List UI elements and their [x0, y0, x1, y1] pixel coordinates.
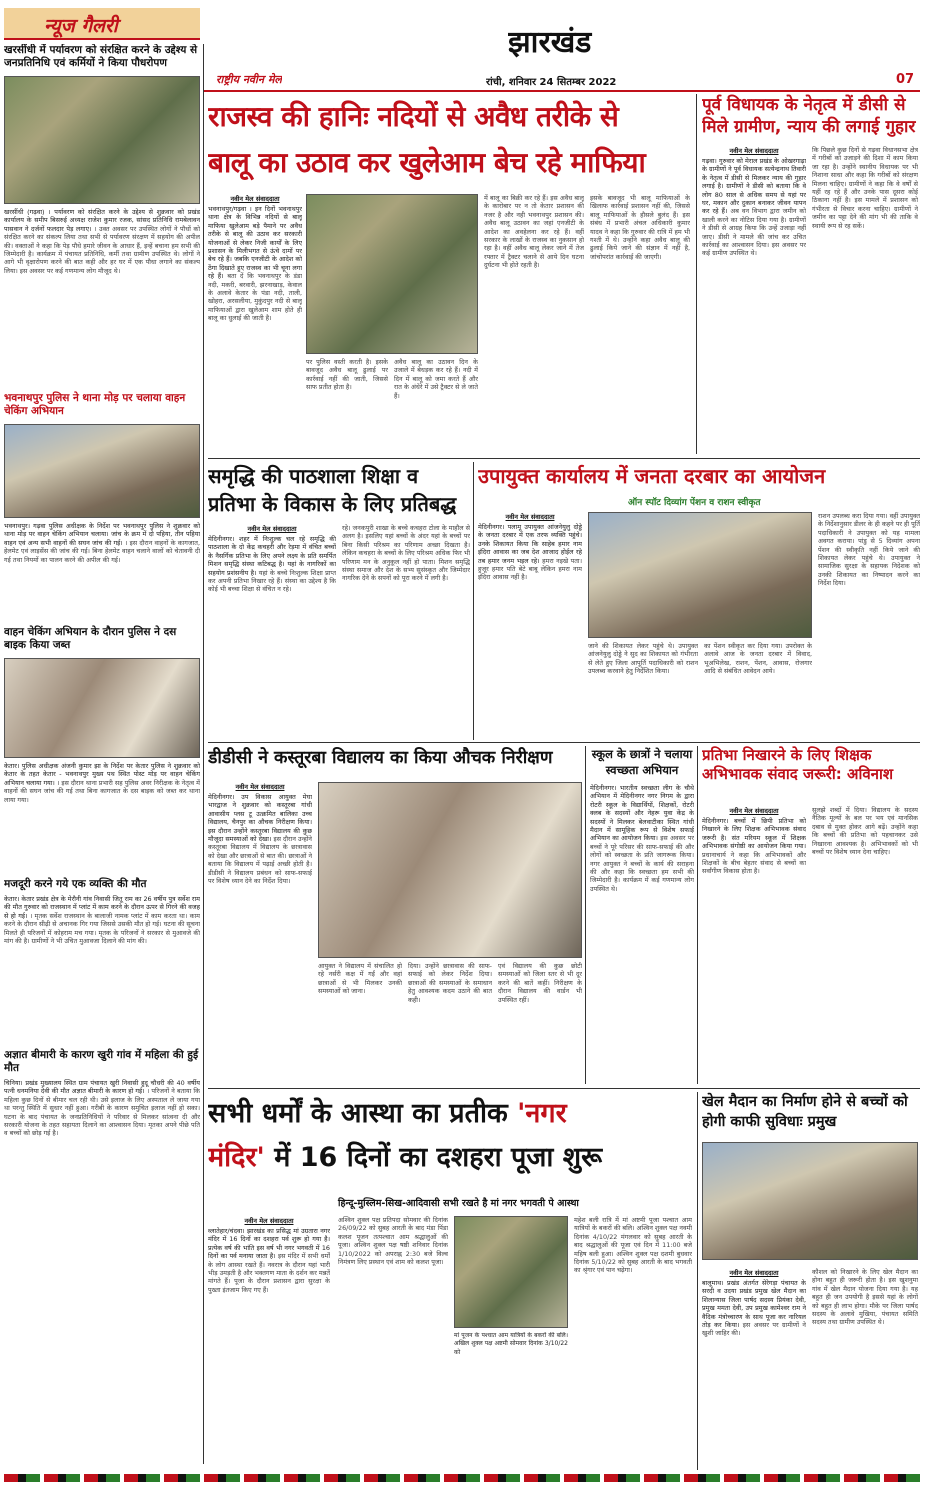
- article-text: मेदिनीनगर। पलामू उपायुक्त आंजनेयुलु दोड्डे के जनता दरबार में एक तरफ व्यक्ति पहुंचे। उनके शिकायत किया कि साहेब हमार नाम इंदिरा आवास का जब देश आजाद होईल रहे तब हमार जनम भइल रहे।: [478, 523, 582, 565]
- news-gallery-banner: [4, 8, 200, 40]
- article-dussehra: [208, 1092, 692, 1470]
- headline-playground: खेल मैदान का निर्माण होने से बच्चों को होगी काफी सुविधाः प्रमुख: [702, 1094, 908, 1130]
- byline: नवीन मेल संवाददाता: [230, 195, 280, 203]
- temple-photo: [454, 1216, 568, 1328]
- headline-ddc-inspection: डीडीसी ने कस्तूरबा विद्यालय का किया औचक निरीक्षण: [208, 748, 553, 768]
- divider: [697, 1092, 698, 1470]
- column-4: में बालू का बिक्री कर रहे हैं। इस अवैध बालू के कारोबार पर न तो केतार प्रशासन की नजर है और नही भवनाथपुर प्रशासन की। अवैध बालू उठावन का जहां एनजीटी के आदेश का अवहेलना कर रहे हैं। वहीं सरकार के लाखों के राजस्व का नुकसान हो रहा है। वहीं अवैध बालू लेकर जाने में तेज रफ्तार में ट्रैक्टर चलाने से आये दिन घटना दुर्घटना भी होते रहती है।: [484, 194, 584, 270]
- headline-dussehra-1: [208, 1092, 692, 1136]
- divider: [208, 458, 920, 459]
- byline: नवीन मेल संवाददाता: [729, 807, 779, 815]
- column-4: राशन उपलब्ध करा दिया गया। वहीं उपायुक्त के निर्देशानुसार डीलर के ही कहने पर ही पूर्ति पदाधिकारी ने उपायुक्त को यह मामला अवगत कराया। पांडु से 5 दिव्यांग अपना पेंशन की स्वीकृति नहीं किये जाने की शिकायत लेकर पहुंचे थे। उपायुक्त ने सामाजिक सुरक्षा के सहायक निदेशक को उनकी शिकायत का निष्पादन करने का निर्देश दिया।: [818, 512, 920, 588]
- column-1: नवीन मेल संवाददाता गढ़वा। गुरुवार को मेराल प्रखंड के ओखरगाढ़ा के ग्रामीणों ने पूर्व विधायक सत्येन्द्रनाथ तिवारी के नेतृत्व में डीसी से मिलकर न्याय की गुहार लगाई है। ग्रामीणों ने डीसी को बताया कि वे लोग 80 साल से अधिक समय से यहां पर घर, मकान और दुकान बनाकर जीवन यापन कर रहे हैं। अब वन विभाग द्वारा जमीन को खाली करने का नोटिस दिया गया है। ग्रामीणों ने डीसी से आग्रह किया कि उन्हें उजाड़ा नहीं जाए। डीसी ने मामले की जांच कर उचित कार्रवाई का आश्वासन दिया। इस अवसर पर कई ग्रामीण उपस्थित थे।: [702, 147, 806, 258]
- sidebar-text: केतार। पुलिस अधीक्षक अंजनी कुमार झा के निर्देश पर केतार पुलिस ने शुक्रवार को केतार के तहत केतार - भवनाथपुर मुख्य पथ स्थित पोस्ट मोड़ पर वाहन चेकिंग अभियान चलाया गया। । इस दौरान थाना प्रभारी सह पुलिस अवर निरीक्षक के नेतृत्व में वाहनों की सघन जांच की गई तथा बिना कागजात के दस बाइक को जब्त कर थाना लाया गया।: [4, 762, 200, 804]
- headline-dussehra-part1: सभी धर्मों के आस्था का प्रतीक: [208, 1098, 518, 1129]
- byline: नवीन मेल संवाददाता: [729, 147, 779, 155]
- column-1: नवीन मेल संवाददाता भवनाथपुर/गढ़वा । इन दिनों भवनाथपुर थाना क्षेत्र के विभिन्न नदियों से बालू माफिया खुलेआम बड़े पैमाने पर अवैध तरीके से बालू की उठाव कर सरकारी योजनाओं से लेकर निजी कार्यों के लिए प्रशासन के मिलीभगत से ऊंचे दामों पर बेच रहे हैं। जबकि एनजीटी के आदेश को ठेंगा दिखाते हुए राजस्व का भी चूना लगा रहे हैं। बता दें कि भवनाथपुर के डंडा नदी, मकरी, बरवारी, झरनाखाड़, केवाल के अलावे केतार के पंडा नदी, ताली, खोहरा, अरसलीया, मुकुंदपुर नदी से बालू माफियाओं द्वारा खुलेआम शाम होते ही बालू का धुलाई की जाती है।: [208, 195, 302, 323]
- article-janta-darbar: [478, 462, 920, 738]
- article-text: मेदिनीनगर। बच्चों में छिपी प्रतिभा को निखारने के लिए शिक्षक अभिभावक संवाद जरूरी है। संत मरियम स्कूल में शिक्षक अभिभावक संगोष्ठी का आयोजन किया गया।: [702, 817, 806, 851]
- column-2: पर पुलिस वस्ती करती है। इसके बावजूद अवैध बालू ढुलाई पर कार्रवाई नहीं की जाती, जिससे साफ प्रतीत होता है।: [306, 358, 388, 392]
- column-2: रहे। जनकपुरी शाखा के बच्चे कचहरा टोला के माहौल से अलग है। इसलिए यहां बच्चों के अंदर यहां के बच्चों पर बिना किसी परिश्रम का परिणाम अच्छा दिखता है। लेकिन कचहरा के बच्चों के लिए परिश्रम अधिक फिर भी परिणाम मन के अनुकूल नहीं हो पाता। मिशन समृद्धि संस्था समाज और देश के सभ्य सुसंस्कृत और जिम्मेदार नागरिक देने के सपनों को पूरा करने में लगी है।: [342, 524, 470, 583]
- sidebar-divider: [203, 44, 204, 1464]
- byline: नवीन मेल संवाददाता: [505, 513, 555, 521]
- column-4: एवं विद्यालय की कुछ छोटी समस्याओं को जिला स्तर से भी दूर करने की बातें कहीं। निरीक्षण के दौरान विद्यालय की वार्डन भी उपस्थित रहीं।: [498, 962, 582, 1004]
- sidebar-headline: वाहन चेकिंग अभियान के दौरान पुलिस ने दस बाइक किया जब्त: [4, 626, 177, 651]
- article-text: मेदिनीनगर। शहर में निःशुल्क चल रहे समृद्धि की पाठशाला के दो केंद्र कचहरी और रेड़मा में वंचित बच्चों के नैसर्गिक प्रतिभा के लिए अपने लक्ष्य के प्रति समर्पित मिशन समृद्धि संस्था कटिबद्ध है। यहां के नागरिकों का सहयोग प्रशंसनीय है।: [208, 535, 336, 577]
- headline-janta-darbar: उपायुक्त कार्यालय में जनता दरबार का आयोजन: [478, 464, 826, 488]
- column-1: नवीन मेल संवाददाता मेदिनीनगर। बच्चों में छिपी प्रतिभा को निखारने के लिए शिक्षक अभिभावक संवाद जरूरी है। संत मरियम स्कूल में शिक्षक अभिभावक संगोष्ठी का आयोजन किया गया। प्रधानाचार्य ने कहा कि अभिभावकों और शिक्षकों के बीच बेहतर संवाद से बच्चों का सर्वांगीण विकास होता है।: [702, 807, 806, 876]
- article-text: गढ़वा। गुरुवार को मेराल प्रखंड के ओखरगाढ़ा के ग्रामीणों ने पूर्व विधायक सत्येन्द्रनाथ तिवारी के नेतृत्व में डीसी से मिलकर न्याय की गुहार लगाई है। ग्रामीणों ने डीसी को बताया कि वे लोग 80 साल से अधिक समय से यहां पर घर, मकान और दुकान बनाकर जीवन यापन कर रहे हैं।: [702, 157, 806, 216]
- headline-samriddhi: समृद्धि की पाठशाला शिक्षा व प्रतिभा के विकास के लिए प्रतिबद्ध: [208, 464, 457, 516]
- news-gallery-label: न्यूज गैलरी: [44, 15, 118, 37]
- sidebar-item: [4, 878, 200, 1043]
- article-sand-mafia: [208, 94, 692, 450]
- divider: [585, 746, 586, 1084]
- headline-dussehra-quote-2: मंदिर': [208, 1142, 265, 1173]
- headline-sand-mafia-1: राजस्व की हानिः नदियों से अवैध तरीके से: [208, 100, 619, 133]
- ddc-inspection-photo: [318, 782, 582, 958]
- sidebar-photo-bikes: [4, 658, 200, 758]
- byline: नवीन मेल संवाददाता: [244, 1217, 294, 1225]
- dateline: रांची, शनिवार 24 सितम्बर 2022: [486, 77, 617, 88]
- article-text: व्लातेहार/चंदवा। झारखंड का प्रसिद्ध मां उग्रतारा नगर मंदिर में 16 दिनों का दशहरा पर्व शुरू हो गया है। प्रत्येक वर्ष की भांति इस वर्ष भी नगर भगवती में 16 दिनों का पर्व मनाया जाता है।: [208, 1227, 330, 1261]
- article-cleanliness: स्कूल के छात्रों ने चलाया स्वच्छता अभियान मेदिनीनगर। भारतीय स्वच्छता लीग के चौथे अभियान में मेदिनीनगर नगर निगम के द्वारा रोटरी स्कूल के विद्यार्थियों, शिक्षकों, रोटरी क्लब के सदस्यों और नेहरू युवा केंद्र के सदस्यों ने मिलकर बेलवाटीका स्थित गांधी मैदान में सामूहिक रूप से विशेष सफाई अभियान का आयोजन किया। इस अवसर पर बच्चों ने पूरे परिसर की साफ-सफाई की और लोगों को स्वच्छता के प्रति जागरूक किया। नगर आयुक्त ने बच्चों के कार्य की सराहना की और कहा कि स्वच्छता हम सभी की जिम्मेदारी है। कार्यक्रम में कई गणमान्य लोग उपस्थित थे।: [590, 747, 694, 893]
- state-title: झारखंड: [508, 25, 592, 60]
- column-3: महेश बली रात्रि में मां अष्टमी पूजा पश्चात आम यात्रियों के बकरों की बलि। अश्विन शुक्ल पक्ष नवमी दिनांक 4/10/22 मंगलवार को सुबह आरती के बाद श्रद्धालुओं की पूजा एवं दिन में 11:00 बजे महिष बली हुआ। अश्विन शुक्ल पक्ष दशमी बुधवार दिनांक 5/10/22 को सुबह आरती के बाद भगवती का श्रृंगार एवं पान चढ़ेगा।: [574, 1216, 692, 1275]
- sidebar-text: खरसींधी (गढ़वा) । पर्यावरण को संरक्षित करने के उद्देश्य से शुक्रवार को प्रखंड कार्यालय के समीप बिसरुई अध्यक्ष राजेश कुमार रजक, सांसद प्रतिनिधि रामबेलावन पासवान ने दर्जनों फलदार पेड़ लगाए। । उक्त अवसर पर उपस्थित लोगों ने पौधों को संरक्षित करने का संकल्प लिया तथा सभी से पर्यावरण संरक्षण में सहयोग की अपील की। वक्ताओं ने कहा कि पेड़ पौधे हमारे जीवन के आधार हैं, इन्हें बचाना हम सभी की जिम्मेदारी है। कार्यक्रम में पंचायत प्रतिनिधि, कर्मी तथा ग्रामीण उपस्थित थे। लोगों ने आगे भी वृक्षारोपण करने की बात कही और हर घर में एक पौधा लगाने का संकल्प लिया। इस अवसर पर कई गणमान्य लोग मौजूद थे।: [4, 208, 200, 275]
- article-text: मेदिनीनगर। भारतीय स्वच्छता लीग के चौथे अभियान में मेदिनीनगर नगर निगम के द्वारा रोटरी स्कूल के विद्यार्थियों, शिक्षकों, रोटरी क्लब के सदस्यों और नेहरू युवा केंद्र के सदस्यों ने मिलकर बेलवाटीका स्थित गांधी मैदान में सामूहिक रूप से विशेष सफाई अभियान का आयोजन किया।: [590, 784, 694, 843]
- article-text: भवनाथपुर/गढ़वा । इन दिनों भवनाथपुर थाना क्षेत्र के विभिन्न नदियों से बालू माफिया खुलेआम बड़े पैमाने पर अवैध तरीके से बालू की उठाव कर सरकारी योजनाओं से लेकर निजी कार्यों के लिए प्रशासन के मिलीभगत से ऊंचे दामों पर बेच रहे हैं। जबकि एनजीटी के आदेश को ठेंगा दिखाते हुए राजस्व का भी चूना लगा रहे हैं।: [208, 205, 302, 281]
- column-1: नवीन मेल संवाददाता बालूमाथ। प्रखंड अंतर्गत सेरेगड़ा पंचायत के सरदी व उदया प्रखंड प्रमुख खेल मैदान का शिलान्यास जिला पार्षद सदस्य प्रियंका देवी, प्रमुख ममता देवी, उप प्रमुख कामेश्वर राम ने वैदिक मंत्रोच्चारण के साथ पूजा कर नारियल तोड़ कर किया। इस अवसर पर ग्रामीणों ने खुशी जाहिर की।: [702, 1269, 806, 1338]
- byline: नवीन मेल संवाददाता: [247, 525, 297, 533]
- sidebar-headline: अज्ञात बीमारी के कारण खुरी गांव में महिला की हुई मौत: [4, 1049, 199, 1074]
- sidebar-item: [4, 1049, 200, 1265]
- sidebar-item: [4, 626, 200, 872]
- divider: [696, 94, 697, 454]
- column-2: जाने की शिकायत लेकर पहुंचे थे। उपायुक्त आंजनेयुलु दोड्डे ने सुद का शिकायत को गंभीरता से लेते हुए जिला आपूर्ति पदाधिकारी को राशन उपलब्ध करवाने हेतु निर्देशित किया।: [588, 642, 698, 676]
- headline-dussehra-2: [208, 1136, 692, 1180]
- subhead-dussehra: हिन्दू-मुस्लिम-सिख-आदिवासी सभी रखते है मां नगर भगवती पे आस्था: [338, 1198, 579, 1209]
- headline-teacher-parent: प्रतिभा निखारने के लिए शिक्षक अभिभावक संवाद जरूरी: अविनाश: [702, 746, 894, 783]
- sidebar-text: भवनाथपुर। गढ़वा पुलिस अधीक्षक के निर्देश पर भवनाथपुर पुलिस ने शुक्रवार को थाना मोड़ पर वाहन चेकिंग अभियान चलाया। जांच के क्रम में दो पहिया, तीन पहिया वाहन एवं अन्य सभी वाहनों की सघन जांच की गई। । इस दौरान वाहनों के कागजात, हेलमेट एवं लाइसेंस की जांच की गई। बिना हेलमेट वाहन चलाने वालों को चेतावनी दी गई तथा नियमों का पालन करने की अपील की गई।: [4, 522, 200, 564]
- column-1: नवीन मेल संवाददाता व्लातेहार/चंदवा। झारखंड का प्रसिद्ध मां उग्रतारा नगर मंदिर में 16 दिनों का दशहरा पर्व शुरू हो गया है। प्रत्येक वर्ष की भांति इस वर्ष भी नगर भगवती में 16 दिनों का पर्व मनाया जाता है। इस मंदिर में सभी धर्मों के लोग आस्था रखते हैं। नवरात्र के दौरान यहां भारी भीड़ उमड़ती है और भक्तगण माता के दर्शन कर मन्नतें मांगते हैं। पूजा के दौरान प्रशासन द्वारा सुरक्षा के पुख्ता इंतजाम किए गए हैं।: [208, 1217, 330, 1294]
- sidebar-text: चिनिया। प्रखंड मुख्यालय स्थित ग्राम पंचायत खुरी निवासी हुदू चौधरी की 40 वर्षीय पत्नी धनमनिया देवी की मौत अज्ञात बीमारी के कारण हो गई। । परिजनों ने बताया कि महिला कुछ दिनों से बीमार चल रही थी। उसे इलाज के लिए अस्पताल ले जाया गया था परन्तु स्थिति में सुधार नहीं हुआ। गरीबी के कारण समुचित इलाज नहीं हो सका। घटना के बाद पंचायत के जनप्रतिनिधियों ने परिवार से मिलकर सांत्वना दी और सरकारी योजना के तहत सहायता दिलाने का आश्वासन दिया। मृतका अपने पीछे पति व बच्चों को छोड़ गई है।: [4, 1079, 200, 1138]
- sidebar: [4, 44, 200, 1474]
- subhead-janta-darbar: ऑन स्पॉट दिव्यांग पेंशन व राशन स्वीकृत: [628, 498, 761, 508]
- article-playground: [702, 1092, 918, 1470]
- masthead-rule: [204, 90, 920, 92]
- article-text: बालूमाथ। प्रखंड अंतर्गत सेरेगड़ा पंचायत के सरदी व उदया प्रखंड प्रमुख खेल मैदान का शिलान्यास जिला पार्षद सदस्य प्रियंका देवी, प्रमुख ममता देवी, उप प्रमुख कामेश्वर राम ने वैदिक मंत्रोच्चारण के साथ पूजा कर नारियल तोड़ कर किया।: [702, 1279, 806, 1330]
- article-text: मेदिनीनगर। उप विकास आयुक्त मेघा भारद्वाज ने शुक्रवार को कस्तूरबा गांधी आवासीय प्लस टू उत्क्रमित बालिका उच्च विद्यालय, चैनपुर का औचक निरीक्षण किया। इस दौरान उन्होंने कस्तूरबा विद्यालय की कुछ मौजूदा समस्याओं को देखा।: [208, 793, 312, 844]
- playground-photo: [702, 1142, 918, 1260]
- headline-dussehra-part2: में 16 दिनों का दशहरा पूजा शुरू: [264, 1142, 603, 1173]
- column-5: इसके बावजूद भी बालू माफियाओं के खिलाफ कार्रवाई प्रशासन नहीं की, जिससे बालू माफियाओं के हौसले बुलंद हैं। इस संबंध में प्रभारी अंचल अधिकारी कुमार यादव ने कहा कि गुरुवार की रात्रि में हम भी गश्ती में थे। उन्होंने कहा अवैध बालू की ढुलाई किये जाने की संज्ञान में नहीं है, जांचोपरांत कार्रवाई की जाएगी।: [590, 194, 690, 261]
- headline-former-mla: पूर्व विधायक के नेतृत्व में डीसी से मिले ग्रामीण, न्याय की लगाई गुहार: [702, 95, 916, 137]
- article-teacher-parent: [702, 746, 918, 1084]
- sidebar-headline: भवनाथपुर पुलिस ने थाना मोड़ पर चलाया वाहन चेकिंग अभियान: [4, 392, 186, 417]
- column-1: नवीन मेल संवाददाता मेदिनीनगर। उप विकास आयुक्त मेघा भारद्वाज ने शुक्रवार को कस्तूरबा गांधी आवासीय प्लस टू उत्क्रमित बालिका उच्च विद्यालय, चैनपुर का औचक निरीक्षण किया। इस दौरान उन्होंने कस्तूरबा विद्यालय की कुछ मौजूदा समस्याओं को देखा। इस दौरान उन्होंने कस्तूरबा विद्यालय में विद्यालय के छात्रावास को देखा और छात्राओं से बात की। छात्राओं ने बताया कि विद्यालय में पढ़ाई अच्छी होती है। डीडीसी ने विद्यालय प्रबंधन को साफ-सफाई पर विशेष ध्यान देने का निर्देश दिया।: [208, 783, 312, 886]
- tractor-photo: [306, 194, 478, 354]
- column-1: नवीन मेल संवाददाता मेदिनीनगर। पलामू उपायुक्त आंजनेयुलु दोड्डे के जनता दरबार में एक तरफ व्यक्ति पहुंचे। उनके शिकायत किया कि साहेब हमार नाम इंदिरा आवास का जब देश आजाद होईल रहे तब हमार जनम भइल रहे। हमरा नइखे पता। हुजूर हमार पति बेटे बाबू लेकिन हमरा नाम इंदिरा आवास नहीं है।: [478, 513, 582, 582]
- article-former-mla: [702, 94, 918, 454]
- headline-cleanliness: स्कूल के छात्रों ने चलाया स्वच्छता अभियान: [591, 747, 693, 777]
- sidebar-item: [4, 44, 200, 388]
- article-ddc-inspection: [208, 746, 582, 1084]
- column-1: नवीन मेल संवाददाता मेदिनीनगर। शहर में निःशुल्क चल रहे समृद्धि की पाठशाला के दो केंद्र कचहरी और रेड़मा में वंचित बच्चों के नैसर्गिक प्रतिभा के लिए अपने लक्ष्य के प्रति समर्पित मिशन समृद्धि संस्था कटिबद्ध है। यहां के नागरिकों का सहयोग प्रशंसनीय है। यहां के बच्चे निःशुल्क शिक्षा प्राप्त कर अपनी प्रतिभा निखार रहे हैं। संस्था का उद्देश्य है कि कोई भी बच्चा शिक्षा से वंचित न रहे।: [208, 525, 336, 594]
- divider: [697, 746, 698, 1084]
- janta-darbar-photo: [588, 512, 812, 638]
- page-number: 07: [896, 72, 915, 87]
- column-2: सुलझे शब्दों में दिया। विद्यालय के सदस्य नैतिक मूल्यों के बल पर भय एवं मानसिक दबाव से मुक्त होकर आगे बढ़ें। उन्होंने कहा कि बच्चों की प्रतिभा को पहचानकर उसे निखारना आवश्यक है। अभिभावकों को भी बच्चों पर विशेष ध्यान देना चाहिए।: [812, 806, 918, 857]
- headline-sand-mafia-2: बालू का उठाव कर खुलेआम बेच रहे माफिया: [208, 146, 646, 179]
- divider: [208, 1088, 920, 1089]
- divider: [208, 742, 920, 743]
- article-samriddhi: [208, 462, 470, 738]
- paper-name: राष्ट्रीय नवीन मेल: [216, 73, 282, 86]
- photo-caption: मां पूजन के पश्चात आम यात्रियों के बकरों की बलि। अखिल शुक्ल पक्ष अष्टमी सोमवार दिनांक 3/10/22 को: [454, 1332, 568, 1356]
- column-2: अश्विन शुक्ल पक्ष प्रतिपदा सोमवार की दिनांक 26/09/22 को सुबह आरती के बाद मंडा पिंडा कलश पूजन तत्पश्चात आम श्रद्धालुओं की पूजा। अश्विन शुक्ल पक्ष षष्ठी शनिवार दिनांक 1/10/2022 को अपराह्न 2:30 बजे विल्व निमंत्रण लिए प्रस्थान एवं शाम को कलश पूजा।: [338, 1216, 448, 1267]
- footer-band: [4, 1474, 920, 1482]
- sidebar-photo-plantation: [4, 76, 200, 204]
- sidebar-item: [4, 392, 200, 620]
- column-3: दिया। उन्होंने छात्रावास की साफ-सफाई को लेकर निर्देश दिया। छात्राओं की समस्याओं के समाधान हेतु आवश्यक कदम उठाने की बात कही।: [408, 962, 492, 1004]
- column-3: अवैध बालू का उठावन दिन के उजाले में बेधड़क कर रहे हैं। नदी में दिन में बालू को जमा करते हैं और रात के अंधेरे में उसे ट्रैक्टर से ले जाते हैं।: [394, 358, 478, 400]
- headline-dussehra-quote: 'नगर: [517, 1098, 567, 1129]
- sidebar-headline: खरसींधी में पर्यावरण को संरक्षित करने के उद्देश्य से जनप्रतिनिधि एवं कर्मियों ने किया पौधरोपण: [4, 44, 198, 69]
- sidebar-text: केतार। केतार प्रखंड क्षेत्र के मेरौनी गांव निवासी जितू राम का 26 वर्षीय पुत्र सर्वेश राम की मौत गुरुवार को राजस्थान में प्लांट में काम करने के दौरान ऊपर से गिरने की वजह से हो गई। । मृतक सर्वेश राजस्थान के बालाजी नामक प्लांट में काम करता था। काम करने के दौरान सीढ़ी से अचानक गिर गया जिससे उसकी मौत हो गई। घटना की सूचना मिलते ही परिजनों में कोहराम मच गया। मृतक के परिजनों ने सरकार से मुआवजे की मांग की है। ग्रामीणों ने भी उचित मुआवजा दिलाने की मांग की।: [4, 895, 200, 946]
- column-2: कौशल को निखारने के लिए खेल मैदान का होना बहुत ही जरूरी होता है। इस खुशनुमा गांव में खेल मैदान योजना दिया गया है। यह बहुत ही जन उपयोगी है इससे यहां के लोगों को बहुत ही लाभ होगा। मौके पर जिला पार्षद सदस्य के अलावे मुखिया, पंचायत समिति सदस्य तथा ग्रामीण उपस्थित थे।: [812, 1268, 918, 1327]
- column-3: का पेंशन स्वीकृत कर दिया गया। उपरोक्त के अलावे आज के जनता दरबार में विवाद, भूअभिलेख, राशन, पेंशन, आवास, रोजगार आदि से संबंधित आवेदन आये।: [704, 642, 812, 676]
- divider: [473, 462, 474, 740]
- column-2: कि पिछले कुछ दिनों से गढ़वा विधानसभा क्षेत्र में गरीबों को उजाड़ने की दिशा में काम किया जा रहा है। उन्होंने स्थानीय विधायक पर भी निशाना साधा और कहा कि गरीबों को संरक्षण मिलना चाहिए। ग्रामीणों ने कहा कि वे वर्षों से यहीं रह रहे हैं और उनके पास दूसरा कोई ठिकाना नहीं है। इस मामले में प्रशासन को गंभीरता से विचार करना चाहिए। ग्रामीणों ने जमीन का पट्टा देने की मांग भी की ताकि वे स्थायी रूप से रह सकें।: [812, 146, 918, 230]
- column-2: आयुक्त ने विद्यालय में संचालित हो रहे नर्सरी कक्ष में गईं और वहां छात्राओं से भी मिलकर उनकी समस्याओं को जाना।: [318, 962, 402, 996]
- byline: नवीन मेल संवाददाता: [235, 783, 285, 791]
- sidebar-headline: मजदूरी करने गये एक व्यक्ति की मौत: [4, 878, 147, 890]
- sidebar-photo-checking: [4, 424, 200, 518]
- byline: नवीन मेल संवाददाता: [729, 1269, 779, 1277]
